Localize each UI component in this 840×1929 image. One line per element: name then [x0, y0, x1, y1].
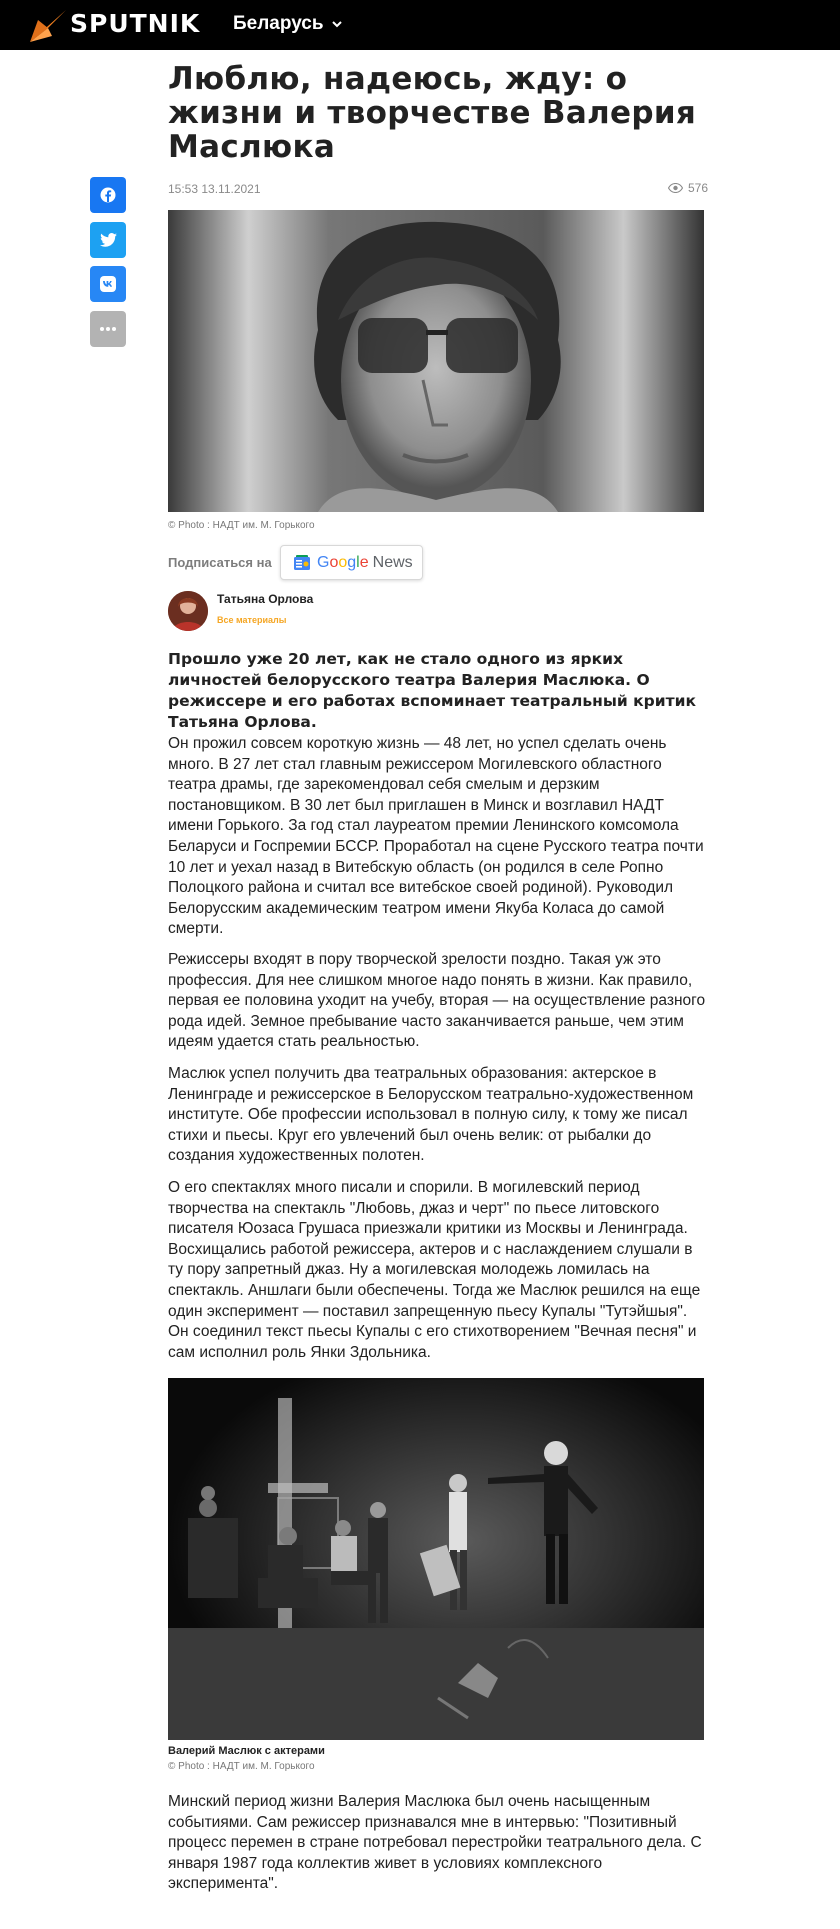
- article-paragraph: Маслюк успел получить два театральных образования: актерское в Ленинграде и режиссерское в Белорусском театрально-художественном институте. Обе профессии использовал в полную силу, к тому же писал стихи и пьесы. Круг его увлечений был очень велик: от рыбалки до создания художественных полотен.: [168, 1065, 694, 1165]
- site-header: [0, 0, 840, 50]
- share-vk-button[interactable]: [90, 266, 126, 302]
- logo-text: SPUTNIK: [70, 8, 201, 38]
- article-paragraph: Режиссеры входят в пору творческой зрелости поздно. Такая уж это профессия. Для нее слишком многое надо понять в жизни. Как правило, первая ее половина уходит на учебу, вторая — на осуществление разного рода идей. Земное пребывание часто заканчивается раньше, чем этим идеям удается стать реальностью.: [168, 951, 706, 1051]
- article-paragraph: Он прожил совсем короткую жизнь — 48 лет, но успел сделать очень много. В 27 лет стал главным режиссером Могилевского областного театра драмы, где зарекомендовал себя смелым и дерзким постановщиком. В 30 лет был приглашен в Минск и возглавил НАДТ имени Горького. За год стал лауреатом премии Ленинского комсомола Беларуси и Госпремии БССР. Проработал на сцене Русского театра почти 10 лет и уехал назад в Витебскую область (он родился в селе Ропно Полоцкого района и считал все витебское своей родиной). Руководил Белорусским академическим театром имени Якуба Коласа до самой смерти.: [168, 735, 704, 938]
- eye-icon: [668, 183, 683, 193]
- twitter-icon: [100, 233, 117, 247]
- portrait-image: [168, 210, 704, 512]
- region-selector[interactable]: [233, 13, 343, 35]
- stage-image: [168, 1378, 704, 1740]
- article-title: Люблю, надеюсь, жду: о жизни и творчестве Валерия Маслюка: [168, 61, 697, 165]
- sputnik-logo[interactable]: [28, 6, 200, 44]
- article-main-photo[interactable]: [168, 210, 704, 512]
- view-counter: [662, 181, 708, 195]
- sputnik-logo-icon: [28, 6, 68, 44]
- region-label: Беларусь: [233, 13, 324, 34]
- author-name[interactable]: Татьяна Орлова: [217, 592, 314, 606]
- photo-credit: © Photo : НАДТ им. М. Горького: [168, 520, 315, 531]
- share-more-button[interactable]: [90, 311, 126, 347]
- google-news-icon: [293, 555, 311, 571]
- share-twitter-button[interactable]: [90, 222, 126, 258]
- vk-icon: [100, 276, 116, 292]
- more-icon: [99, 326, 117, 332]
- google-wordmark: Google: [317, 553, 369, 571]
- subscribe-label: Подписаться на: [168, 555, 272, 570]
- view-count: 576: [687, 181, 708, 195]
- share-facebook-button[interactable]: [90, 177, 126, 213]
- chevron-down-icon: [331, 18, 343, 30]
- photo-credit: © Photo : НАДТ им. М. Горького: [168, 1761, 315, 1772]
- photo-caption: Валерий Маслюк с актерами: [168, 1745, 325, 1757]
- author-avatar[interactable]: [168, 591, 208, 631]
- article-stage-photo[interactable]: [168, 1378, 704, 1740]
- article-paragraph: О его спектаклях много писали и спорили. В могилевский период творчества на спектакль "Любовь, джаз и черт" по пьесе литовского писателя Юозаса Грушаса приезжали критики из Москвы и Ленинграда. Восхищались работой режиссера, актеров и с наслаждением слушали в ту пору запретный джаз. Ну а могилевская молодежь ломилась на спектакль. Аншлаги были обеспечены. Тогда же Маслюк решился на еще один эксперимент — поставил запрещенную пьесу Купалы "Тутэйшыя". Он соединил текст пьесы Купалы с его стихотворением "Вечная песня" и сам исполнил роль Янки Здольника.: [168, 1179, 701, 1361]
- article-lead: Прошло уже 20 лет, как не стало одного из ярких личностей белорусского театра Валерия Маслюка. О режиссере и его работах вспоминает театральный критик Татьяна Орлова.: [168, 650, 696, 731]
- author-all-materials-link[interactable]: Все материалы: [217, 615, 287, 625]
- news-label: News: [372, 553, 413, 571]
- article-paragraph: Минский период жизни Валерия Маслюка был очень насыщенным событиями. Сам режиссер признавался мне в интервью: "Позитивный процесс перемен в стране потребовал перестройки театрального дела. С января 1987 года коллектив живет в условиях комплексного эксперимента".: [168, 1793, 702, 1893]
- google-news-button[interactable]: [280, 545, 423, 580]
- article-datetime: 15:53 13.11.2021: [168, 182, 261, 196]
- facebook-icon: [100, 187, 116, 203]
